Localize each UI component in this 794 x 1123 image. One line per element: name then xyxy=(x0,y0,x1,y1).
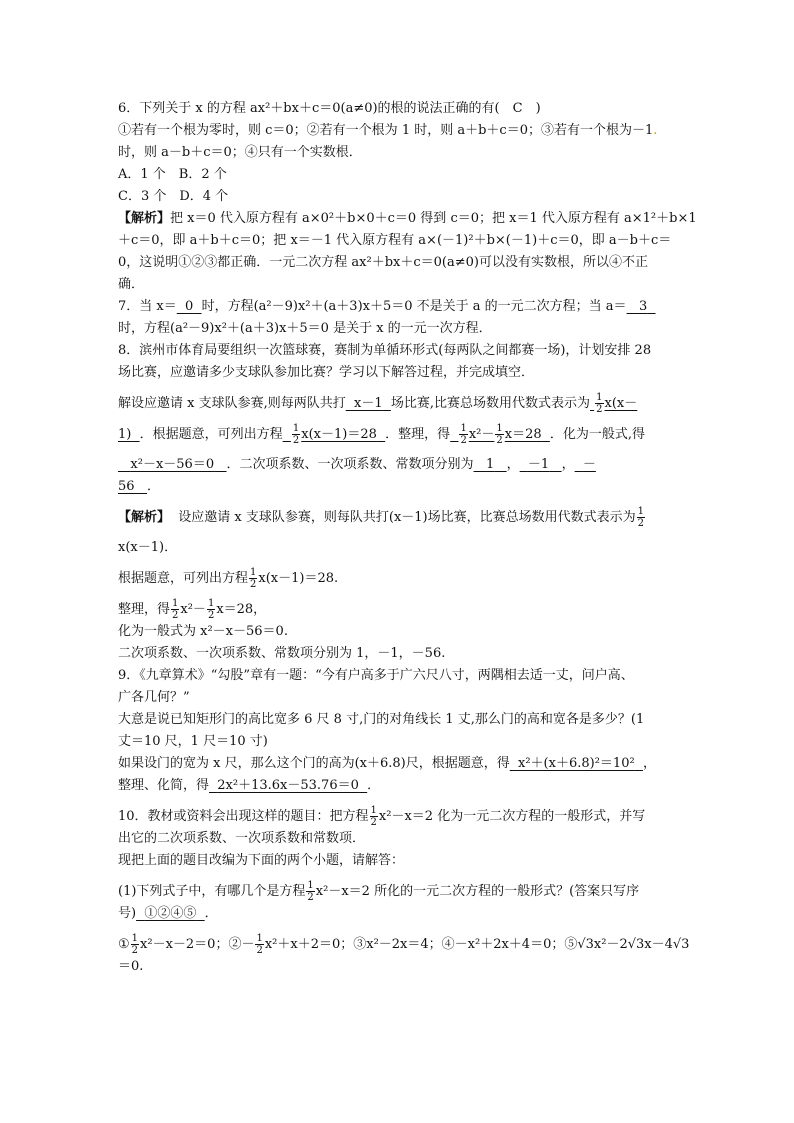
analysis-label: 【解析】 xyxy=(118,510,171,525)
q6-condition-1: ①若有一个根为零时，则 c＝0；②若有一个根为 1 时，则 a＋b＋c＝0；③若有一个根为－1. xyxy=(118,123,658,138)
answer-blank: 1 xyxy=(485,457,495,472)
q6-options-cd: C．3 个 D．4 个 xyxy=(118,189,229,204)
q9-line-2: 广各几何？” xyxy=(118,690,190,705)
q6-analysis-2: ＋c＝0，即 a＋b＋c＝0；把 x＝－1 代入原方程有 a×(－1)²＋b×(－1)＋c＝0，即 a－b＋c＝ xyxy=(118,233,672,248)
answer-blank: $\frac{1}{2}$ x²－ $\frac{1}{2}$ x＝28 xyxy=(460,423,542,446)
q10-line-1: 10．教材或资料会出现这样的题目：把方程 $\frac{1}{2}$ x²－x＝2 化为一元二次方程的一般形式，并写 xyxy=(118,805,646,828)
q10-line-4: (1)下列式子中，有哪几个是方程 $\frac{1}{2}$ x²－x＝2 所化的一元二次方程的一般形式？(答案只写序 xyxy=(118,880,640,903)
answer-blank: x²－x－56＝0 xyxy=(130,457,215,472)
q7-line-2: 时，方程(a²－9)x²＋(a＋3)x＋5＝0 是关于 x 的一元一次方程． xyxy=(118,321,492,336)
mark-dot: . xyxy=(653,123,658,138)
q9-line-3: 大意是说已知矩形门的高比宽多 6 尺 8 寸,门的对角线长 1 丈,那么门的高和宽各是多少？(1 xyxy=(118,712,645,727)
answer-blank: －1 xyxy=(527,457,550,472)
q10-line-3: 现把上面的题目改编为下面的两个小题，请解答： xyxy=(118,853,405,868)
answer-blank: $\frac{1}{2}$ x(x－1)＝28 xyxy=(292,423,377,446)
q6-stem: 6．下列关于 x 的方程 ax²＋bx＋c＝0(a≠0)的根的说法正确的有( C ) xyxy=(118,101,541,116)
q6-options-ab: A．1 个 B．2 个 xyxy=(118,167,227,182)
q8-analysis-4: 整理，得 $\frac{1}{2}$ x²－ $\frac{1}{2}$ x＝28， xyxy=(118,598,267,621)
fraction-half: $\frac{1}{2}$ xyxy=(172,598,179,621)
answer-blank: 0 xyxy=(185,299,194,314)
fraction-half: $\frac{1}{2}$ xyxy=(256,933,263,956)
q10-line-5: 号) ①②④⑤ ． xyxy=(118,906,218,921)
q8-analysis-1: 【解析】 设应邀请 x 支球队参赛，则每队共打(x－1)场比赛，比赛总场数用代数式表示为 $\frac{1}{2}$ xyxy=(118,506,644,529)
q6-analysis-1: 【解析】把 x＝0 代入原方程有 a×0²＋b×0＋c＝0 得到 c＝0；把 x＝1 代入原方程有 a×1²＋b×1 xyxy=(118,211,697,226)
analysis-label: 【解析】 xyxy=(118,211,171,226)
q6-condition-2: 时，则 a－b＋c＝0；④只有一个实数根． xyxy=(118,145,362,160)
answer-blank: 3 xyxy=(638,299,648,314)
answer-blank: $\frac{1}{2}$ x(x－ xyxy=(596,392,638,415)
q6-analysis-4: 确． xyxy=(118,277,145,292)
q7-line-1: 7．当 x＝ 0 时，方程(a²－9)x²＋(a＋3)x＋5＝0 不是关于 a 的一元二次方程；当 a＝ 3 xyxy=(118,296,678,318)
answer-blank: － xyxy=(582,457,596,472)
q8-line-1: 8．滨州市体育局要组织一次篮球赛，赛制为单循环形式(每两队之间都赛一场)，计划安排 28 xyxy=(118,343,652,358)
q8-analysis-5: 化为一般式为 x²－x－56＝0. xyxy=(118,624,288,639)
fraction-half: $\frac{1}{2}$ xyxy=(370,805,377,828)
q10-line-6: ① $\frac{1}{2}$ x²－x－2＝0；②－ $\frac{1}{2}$ x²＋x＋2＝0；③x²－2x＝4；④－x²＋2x＋4＝0；⑤√3x²－2√3x－4√3 xyxy=(118,933,690,956)
q8-solution-3: x²－x－56＝0 ．二次项系数、一次项系数、常数项分别为 1 ， －1 ， － xyxy=(118,454,678,476)
q9-line-6: 整理、化简，得 2x²＋13.6x－53.76＝0 ． xyxy=(118,778,381,793)
fraction-half: $\frac{1}{2}$ xyxy=(207,598,215,621)
q8-solution-1: 解设应邀请 x 支球队参赛,则每两队共打 x－1 场比赛,比赛总场数用代数式表示为 $\frac{1}{2}$ x(x－ xyxy=(118,392,638,415)
q8-analysis-3: 根据题意，可列出方程 $\frac{1}{2}$ x(x－1)＝28. xyxy=(118,567,339,590)
q8-line-2: 场比赛，应邀请多少支球队参加比赛？学习以下解答过程，并完成填空． xyxy=(118,365,535,380)
q6-analysis-3: 0，这说明①②③都正确．一元二次方程 ax²＋bx＋c＝0(a≠0)可以没有实数根，所以④不正 xyxy=(118,255,648,270)
fraction-half: $\frac{1}{2}$ xyxy=(596,392,603,415)
q8-solution-4: 56 ． xyxy=(118,479,160,494)
answer-blank: x²＋(x＋6.8)²＝10² xyxy=(518,756,635,771)
fraction-half: $\frac{1}{2}$ xyxy=(460,423,467,446)
q10-line-7: ＝0. xyxy=(118,959,144,974)
answer-blank: ①②④⑤ xyxy=(144,906,197,921)
q8-analysis-6: 二次项系数、一次项系数、常数项分别为 1，－1，－56. xyxy=(118,646,446,661)
fraction-half: $\frac{1}{2}$ xyxy=(307,880,314,903)
fraction-half: $\frac{1}{2}$ xyxy=(250,567,257,590)
q10-line-2: 出它的二次项系数、一次项系数和常数项． xyxy=(118,831,366,846)
fraction-half: $\frac{1}{2}$ xyxy=(131,933,139,956)
q9-line-4: 丈＝10 尺，1 尺＝10 寸) xyxy=(118,734,268,749)
fraction-half: $\frac{1}{2}$ xyxy=(292,423,300,446)
fraction-half: $\frac{1}{2}$ xyxy=(637,506,644,529)
answer-blank: x－1 xyxy=(354,396,383,411)
q9-line-1: 9．《九章算术》“勾股”章有一题：“今有户高多于广六尺八寸，两隅相去适一丈，问户高、 xyxy=(118,668,634,683)
q9-line-5: 如果设门的宽为 x 尺，那么这个门的高为(x＋6.8)尺，根据题意，得 x²＋(x＋6.8)²＝10² ， xyxy=(118,756,656,771)
q8-solution-2: 1) ．根据题意，可列出方程 $\frac{1}{2}$ x(x－1)＝28 ．整理，得 $\frac{1}{2}$ x²－ $\frac{1}{2}$ x＝28 ．化为一般式,得 xyxy=(118,423,646,446)
answer-blank: 2x²＋13.6x－53.76＝0 xyxy=(217,778,359,793)
q8-analysis-2: x(x－1)． xyxy=(118,540,178,555)
document-page xyxy=(118,98,697,978)
fraction-half: $\frac{1}{2}$ xyxy=(496,423,503,446)
